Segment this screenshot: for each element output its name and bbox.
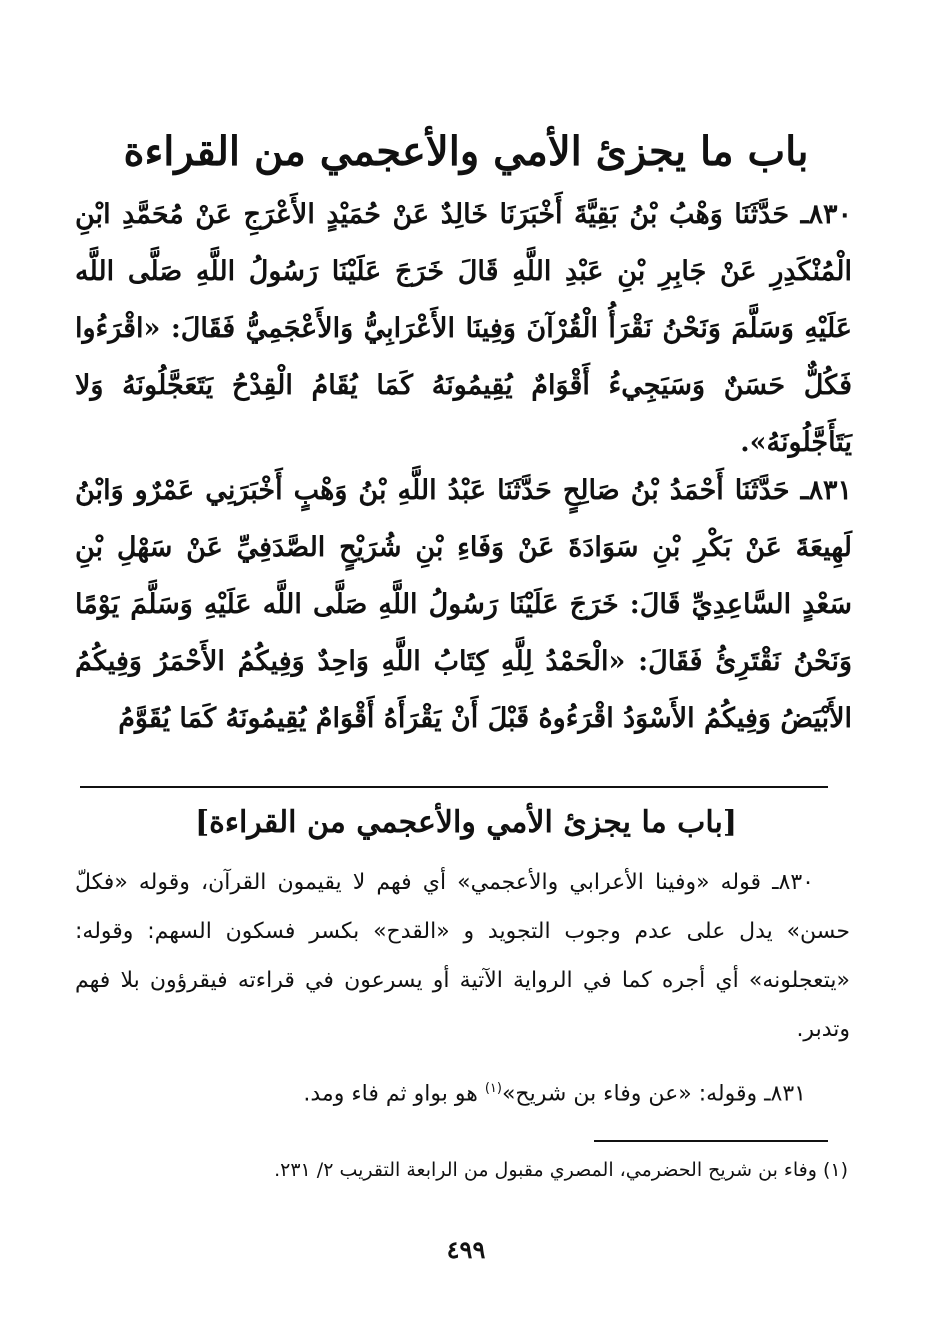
footnote-divider [594, 1140, 828, 1142]
commentary-number: ٨٣٠ [778, 870, 814, 895]
commentary-number: ٨٣١ [770, 1081, 806, 1107]
footnote-marker[interactable]: (١) [484, 1081, 502, 1096]
commentary-title: [باب ما يجزئ الأمي والأعجمي من القراءة] [194, 805, 738, 840]
hadith-830 [75, 186, 852, 471]
hadith-text: ـ حَدَّثَنَا وَهْبُ بْنُ بَقِيَّةَ أَخْبَرَنَا خَالِدٌ عَنْ حُمَيْدٍ الأَعْرَجِ عَنْ مُحَمَّدِ ابْنِ الْمُنْكَدِرِ عَنْ جَابِرِ بْنِ عَبْدِ اللَّهِ قَالَ خَرَجَ عَلَيْنَا رَسُولُ اللَّهِ صَلَّى اللَّه عَلَيْهِ وَسَلَّمَ وَنَحْنُ نَقْرَأُ الْقُرْآنَ وَفِينَا الأَعْرَابِيُّ وَالأَعْجَمِيُّ فَقَالَ: «اقْرَءُوا فَكُلٌّ حَسَنٌ وَسَيَجِيءُ أَقْوَامٌ يُقِيمُونَهُ كَمَا يُقَامُ الْقِدْحُ يَتَعَجَّلُونَهُ وَلا يَتَأَجَّلُونَهُ». [75, 199, 852, 458]
commentary-831 [75, 1064, 850, 1118]
chapter-title: باب ما يجزئ الأمي والأعجمي من القراءة [123, 128, 809, 175]
section-divider [80, 786, 828, 788]
hadith-number: ٨٣١ [808, 475, 852, 506]
hadith-number: ٨٣٠ [808, 199, 852, 230]
commentary-830 [75, 858, 850, 1054]
commentary-text: هو بواو ثم فاء ومد. [303, 1081, 485, 1107]
page-number: ٤٩٩ [446, 1235, 486, 1264]
hadith-831 [75, 462, 852, 747]
commentary-text: ـ وقوله: «عن وفاء بن شريح» [501, 1081, 771, 1107]
commentary-text: ـ قوله «وفينا الأعرابي والأعجمي» أي فهم لا يقيمون القرآن، وقوله «فكلّ حسن» يدل على عدم وجوب التجويد و «القدح» بكسر فسكون السهم: وقوله: «يتعجلونه» أي أجره كما في الرواية الآتية أو يسرعون في قراءته فيقرؤون بلا فهم وتدبر. [75, 870, 850, 1042]
footnote: (١) وفاء بن شريح الحضرمي، المصري مقبول من الرابعة التقريب ٢/ ٢٣١. [274, 1159, 848, 1181]
hadith-text: ـ حَدَّثَنَا أَحْمَدُ بْنُ صَالِحٍ حَدَّثَنَا عَبْدُ اللَّهِ بْنُ وَهْبٍ أَخْبَرَنِي عَمْرٌو وَابْنُ لَهِيعَةَ عَنْ بَكْرِ بْنِ سَوَادَةَ عَنْ وَفَاءِ بْنِ شُرَيْحٍ الصَّدَفِيِّ عَنْ سَهْلِ بْنِ سَعْدٍ السَّاعِدِيِّ قَالَ: خَرَجَ عَلَيْنَا رَسُولُ اللَّهِ صَلَّى اللَّه عَلَيْهِ وَسَلَّمَ يَوْمًا وَنَحْنُ نَقْتَرِئُ فَقَالَ: «الْحَمْدُ لِلَّهِ كِتَابُ اللَّهِ وَاحِدٌ وَفِيكُمُ الأَحْمَرُ وَفِيكُمُ الأَبْيَضُ وَفِيكُمُ الأَسْوَدُ اقْرَءُوهُ قَبْلَ أَنْ يَقْرَأَهُ أَقْوَامٌ يُقِيمُونَهُ كَمَا يُقَوَّمُ [75, 475, 852, 734]
